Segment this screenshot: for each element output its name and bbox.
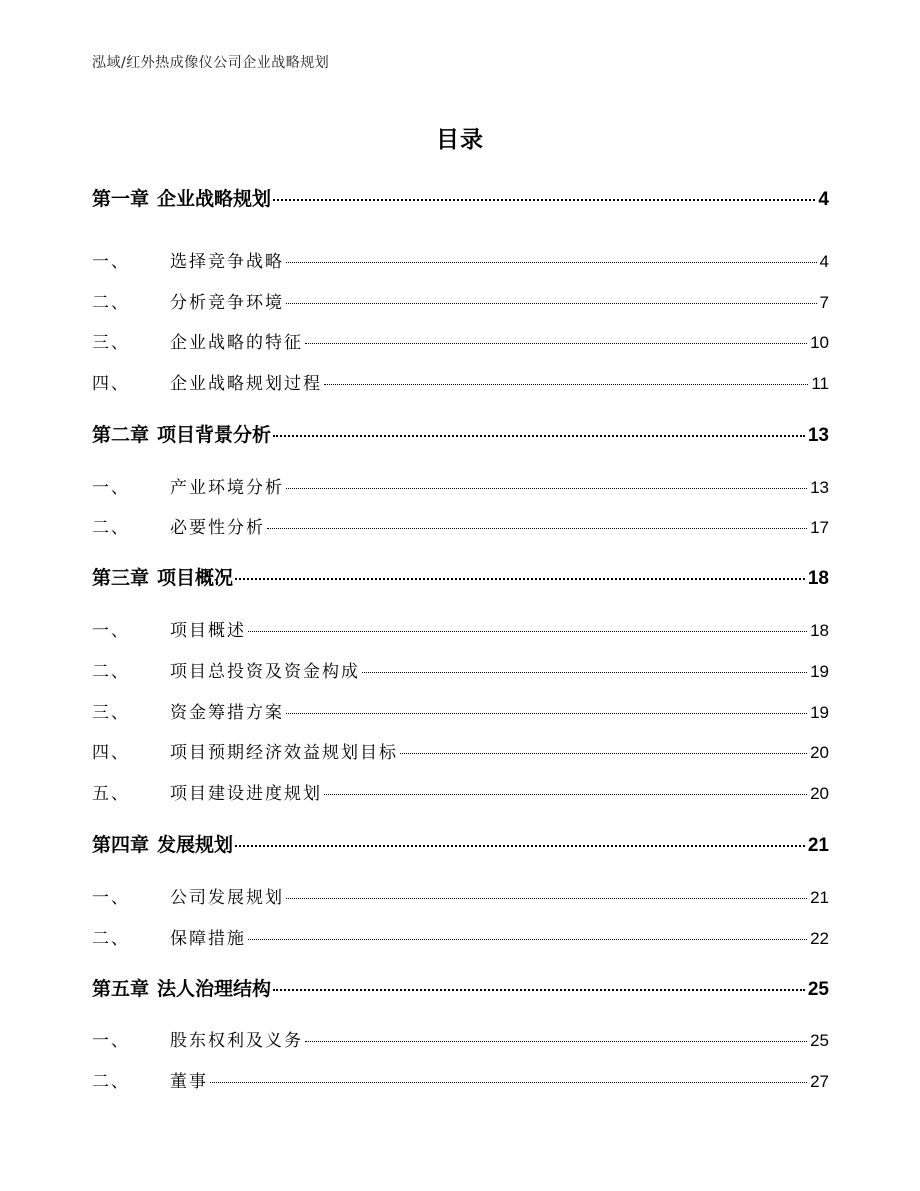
toc-page-number: 18: [807, 568, 829, 589]
toc-page-number: 17: [810, 518, 829, 537]
toc-section-5-1[interactable]: [92, 1026, 829, 1051]
toc-entry-label: 项目背景分析: [157, 424, 272, 446]
toc-dot-leader: [286, 898, 807, 899]
toc-entry-number: 一、: [92, 252, 130, 272]
toc-dot-leader: [324, 794, 807, 795]
toc-entry-label: 股东权利及义务: [170, 1031, 303, 1051]
toc-section-4-2[interactable]: [92, 924, 829, 949]
toc-entry-number: 二、: [92, 293, 130, 313]
toc-entry-number: 四、: [92, 743, 130, 763]
toc-page-number: 10: [810, 333, 829, 352]
toc-entry-number: 第五章: [92, 978, 150, 1000]
toc-entry-label: 项目总投资及资金构成: [170, 662, 360, 682]
toc-title: 目录: [436, 127, 484, 153]
toc-page-number: 25: [807, 979, 829, 1000]
toc-dot-leader: [235, 845, 805, 847]
toc-entry-number: 二、: [92, 1072, 130, 1092]
toc-section-1-2[interactable]: [92, 288, 829, 313]
toc-dot-leader: [210, 1082, 807, 1083]
toc-entry-label: 选择竞争战略: [170, 252, 284, 272]
toc-dot-leader: [305, 1041, 807, 1042]
toc-page-number: 18: [810, 621, 829, 640]
toc-entry-number: 第一章: [92, 188, 150, 210]
toc-entry-number: 第三章: [92, 567, 150, 589]
toc-dot-leader: [305, 343, 807, 344]
toc-page-number: 22: [810, 929, 829, 948]
toc-entry-number: 二、: [92, 662, 130, 682]
toc-dot-leader: [286, 488, 807, 489]
toc-chapter-4[interactable]: [92, 830, 829, 857]
toc-page-number: 13: [807, 425, 829, 446]
toc-dot-leader: [248, 631, 807, 632]
toc-dot-leader: [273, 435, 805, 437]
toc-entry-label: 保障措施: [170, 929, 246, 949]
toc-section-2-1[interactable]: [92, 473, 829, 498]
toc-dot-leader: [324, 384, 808, 385]
toc-section-3-4[interactable]: [92, 738, 829, 763]
toc-dot-leader: [286, 303, 817, 304]
toc-entry-label: 发展规划: [157, 834, 234, 856]
toc-entry-number: 四、: [92, 374, 130, 394]
toc-page-number: 19: [810, 703, 829, 722]
toc-section-3-2[interactable]: [92, 657, 829, 682]
toc-entry-number: 一、: [92, 888, 130, 908]
toc-page-number: 4: [818, 189, 829, 210]
toc-entry-label: 项目预期经济效益规划目标: [170, 743, 398, 763]
toc-entry-number: 三、: [92, 703, 130, 723]
toc-entry-label: 项目建设进度规划: [170, 784, 322, 804]
toc-dot-leader: [286, 713, 807, 714]
toc-entry-label: 公司发展规划: [170, 888, 284, 908]
toc-section-3-5[interactable]: [92, 779, 829, 804]
toc-entry-number: 一、: [92, 621, 130, 641]
toc-entry-number: 二、: [92, 518, 130, 538]
toc-entry-number: 五、: [92, 784, 130, 804]
toc-entry-label: 产业环境分析: [170, 478, 284, 498]
toc-entry-label: 必要性分析: [170, 518, 265, 538]
toc-entry-number: 第四章: [92, 834, 150, 856]
toc-dot-leader: [286, 262, 817, 263]
toc-dot-leader: [273, 199, 815, 201]
toc-page-number: 11: [811, 374, 829, 393]
toc-section-1-3[interactable]: [92, 328, 829, 353]
toc-dot-leader: [400, 753, 807, 754]
toc-entry-label: 企业战略的特征: [170, 333, 303, 353]
toc-entry-label: 资金筹措方案: [170, 703, 284, 723]
toc-page-number: 21: [810, 888, 829, 907]
toc-section-5-2[interactable]: [92, 1067, 829, 1092]
toc-page-number: 21: [807, 835, 829, 856]
toc-page-number: 20: [810, 784, 829, 803]
toc-page-number: 20: [810, 743, 829, 762]
toc-section-1-1[interactable]: [92, 247, 829, 272]
toc-page-number: 19: [810, 662, 829, 681]
toc-page-number: 7: [819, 293, 829, 312]
toc-dot-leader: [235, 578, 805, 580]
page-header: 泓域/红外热成像仪公司企业战略规划: [92, 55, 330, 71]
toc-page-number: 25: [810, 1031, 829, 1050]
toc-entry-number: 一、: [92, 1031, 130, 1051]
toc-entry-number: 二、: [92, 929, 130, 949]
toc-entry-label: 企业战略规划: [157, 188, 272, 210]
toc-page-number: 4: [819, 252, 829, 271]
toc-entry-label: 企业战略规划过程: [170, 374, 322, 394]
toc-dot-leader: [248, 939, 807, 940]
toc-entry-label: 分析竞争环境: [170, 293, 284, 313]
toc-entry-label: 董事: [170, 1072, 208, 1092]
toc-section-1-4[interactable]: [92, 369, 829, 394]
toc-section-4-1[interactable]: [92, 883, 829, 908]
toc-entry-number: 第二章: [92, 424, 150, 446]
toc-chapter-1[interactable]: [92, 184, 829, 211]
toc-entry-label: 项目概述: [170, 621, 246, 641]
toc-chapter-2[interactable]: [92, 420, 829, 447]
toc-section-2-2[interactable]: [92, 513, 829, 538]
toc-page-number: 27: [810, 1072, 829, 1091]
toc-entry-label: 法人治理结构: [157, 978, 272, 1000]
toc-chapter-3[interactable]: [92, 563, 829, 590]
toc-entry-label: 项目概况: [157, 567, 234, 589]
toc-entry-number: 一、: [92, 478, 130, 498]
toc-dot-leader: [273, 989, 805, 991]
toc-entry-number: 三、: [92, 333, 130, 353]
toc-section-3-3[interactable]: [92, 698, 829, 723]
toc-dot-leader: [362, 672, 807, 673]
toc-section-3-1[interactable]: [92, 616, 829, 641]
toc-page-number: 13: [810, 478, 829, 497]
toc-dot-leader: [267, 528, 807, 529]
toc-chapter-5[interactable]: [92, 974, 829, 1001]
